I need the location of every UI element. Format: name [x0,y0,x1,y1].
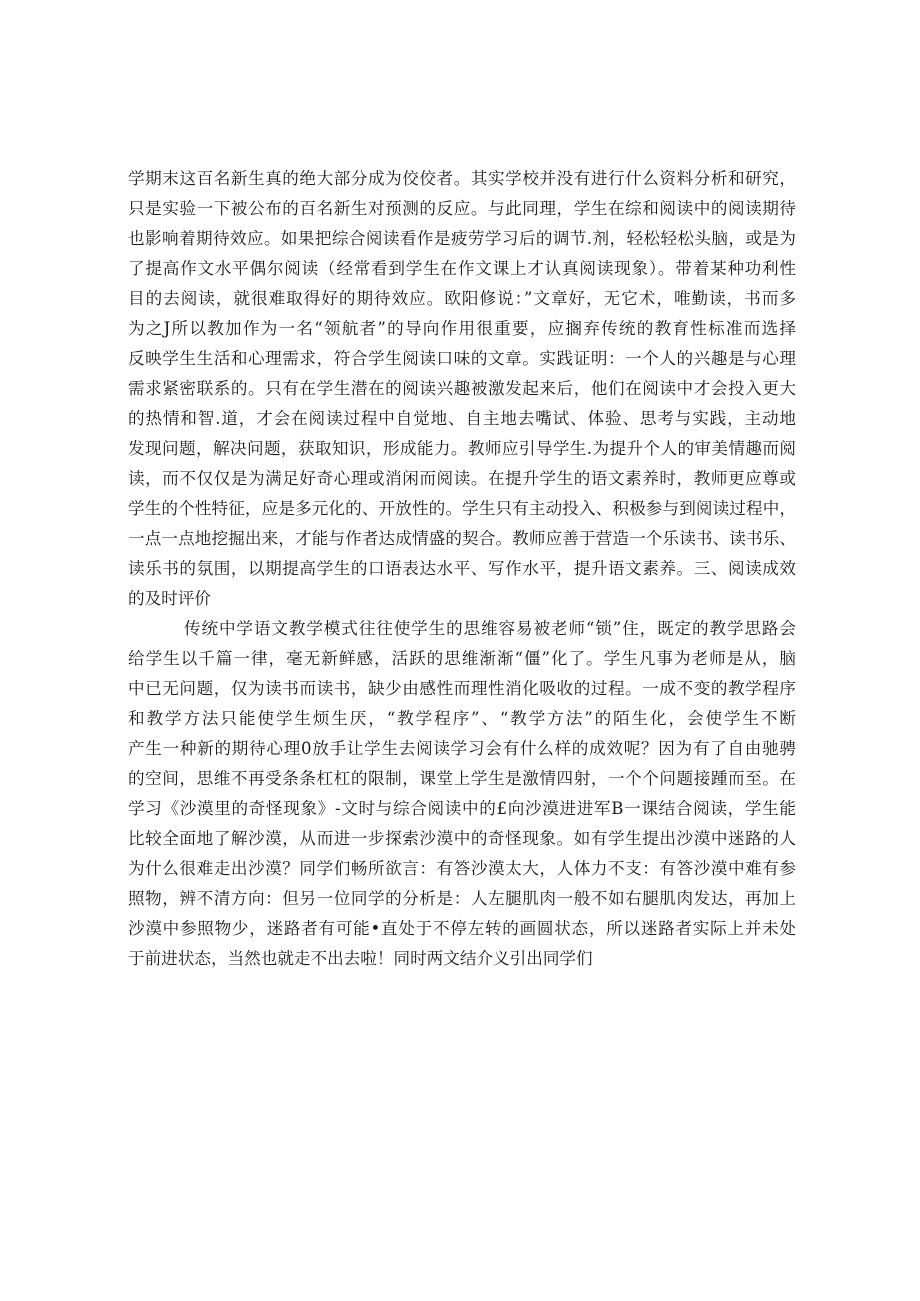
text-line: 了提高作文水平偶尔阅读（经常看到学生在作文课上才认真阅读现象）。带着某种功利性 [128,259,796,278]
text-line: 学习《沙漠里的奇怪现象》-文时与综合阅读中的£向沙漠进进军B一课结合阅读，学生能 [128,799,796,818]
text-line: 的热情和智.道，才会在阅读过程中自觉地、自主地去嘴试、体验、思考与实践，主动地 [128,409,796,428]
text-line: 学生的个性特征，应是多元化的、开放性的。学生只有主动投入、积极参与到阅读过程中， [128,499,796,518]
text-line: 目的去阅读，就很难取得好的期待效应。欧阳修说：”文章好，无它术，唯勤读，书而多 [128,289,796,308]
text-line: 需求紧密联系的。只有在学生潜在的阅读兴趣被激发起来后，他们在阅读中才会投入更大 [128,379,796,398]
text-line: 为之J所以教加作为一名“领航者”的导向作用很重要，应搁弃传统的教育性标准而选择 [128,319,796,338]
text-line: 读乐书的氛围，以期提高学生的口语表达水平、写作水平，提升语文素养。三、阅读成效 [128,559,796,578]
text-line: 的空间，思维不再受条条杠杠的限制，课堂上学生是激情四射，一个个问题接踵而至。在 [128,769,796,788]
text-line: 给学生以千篇一律，毫无新鲜感，活跃的思维渐渐“僵”化了。学生凡事为老师是从，脑 [128,649,796,668]
paragraph-1 [128,164,796,614]
text-line: 于前进状态，当然也就走不出去啦！同时两文结介义引出同学们 [128,949,593,968]
text-line: 沙漠中参照物少，迷路者有可能•直处于不停左转的画圆状态，所以迷路者实际上并未处 [128,919,796,938]
text-line: 照物，辨不清方向：但另一位同学的分析是：人左腿肌肉一般不如右腿肌肉发达，再加上 [128,889,796,908]
text-line: 为什么很难走出沙漠？同学们畅所欲言：有答沙漠太大，人体力不支：有答沙漠中难有参 [128,859,796,878]
text-line: 中已无问题，仅为读书而读书，缺少由感性而理性消化吸收的过程。一成不变的教学程序 [128,679,796,698]
text-line: 读，而不仅仅是为满足好奇心理或消闲而阅读。在提升学生的语文素养时，教师更应尊或 [128,469,796,488]
paragraph-2 [128,614,796,974]
text-line: 只是实验一下被公布的百名新生对预测的反应。与此同理，学生在综和阅读中的阅读期待 [128,199,796,218]
text-line: 产生一种新的期待心理0放手让学生去阅读学习会有什么样的成效呢？因为有了自由驰骋 [128,739,796,758]
text-line: 比较全面地了解沙漠，从而进一步探索沙漠中的奇怪现象。如有学生提出沙漠中迷路的人 [128,829,796,848]
document-page [128,164,796,974]
text-line: 的及时评价 [128,589,211,608]
text-line: 传统中学语文教学模式往往使学生的思维容易被老师“锁”住，既定的教学思路会 [184,619,796,638]
text-line: 也影响着期待效应。如果把综合阅读看作是疲劳学习后的调节.剂，轻松轻松头脑，或是为 [128,229,796,248]
text-line: 一点一点地挖掘出来，才能与作者达成情盛的契合。教师应善于营造一个乐读书、读书乐、 [128,529,796,548]
text-line: 反映学生生活和心理需求，符合学生阅读口味的文章。实践证明：一个人的兴趣是与心理 [128,349,796,368]
text-line: 和教学方法只能使学生烦生厌，“教学程序”、“教学方法”的陌生化，会使学生不断 [128,709,796,728]
text-line: 学期末这百名新生真的绝大部分成为佼佼者。其实学校并没有进行什么资料分析和研究， [128,169,796,188]
text-line: 发现问题，解决问题，获取知识，形成能力。教师应引导学生.为提升个人的审美情趣而阅 [128,439,796,458]
